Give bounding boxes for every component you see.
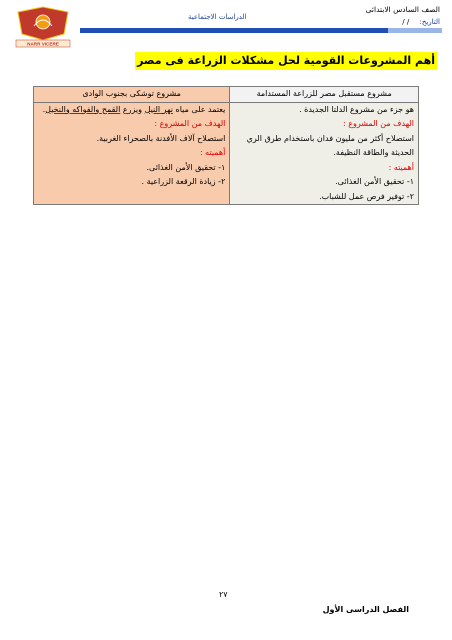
toshka-goal-label: الهدف من المشروع : — [154, 119, 226, 128]
toshka-description — [38, 103, 225, 118]
table-header-row — [34, 87, 419, 103]
future-goal-label: الهدف من المشروع : — [342, 119, 414, 128]
future-importance-item: ٢- توفير فرص عمل للشباب. — [319, 191, 414, 201]
future-description: هو جزء من مشروع الدلتا الجديدة . — [299, 104, 414, 114]
grade-label: الصف السادس الابتدائى — [365, 5, 440, 14]
term-label: الفصل الدراسى الأول — [322, 605, 409, 614]
toshka-cell — [34, 102, 230, 205]
toshka-desc-crops: القمح والفواكه والنخيل — [45, 104, 121, 114]
header-divider-bar — [80, 28, 442, 33]
toshka-desc-end: . — [42, 104, 46, 114]
toshka-desc-mid: ويزرع — [122, 104, 143, 114]
projects-table — [33, 86, 419, 205]
table-body-row — [34, 102, 419, 205]
toshka-importance-item: ٢- زيادة الرقعة الزراعية . — [141, 177, 226, 186]
page-title: أهم المشروعات القومية لحل مشكلات الزراعة فى مصر — [135, 52, 437, 70]
toshka-desc-pre: يعتمد على مياه — [175, 104, 226, 114]
header-bar-blue — [80, 28, 388, 33]
toshka-importance-item: ١- تحقيق الأمن الغذائى. — [146, 162, 226, 172]
future-of-egypt-cell — [230, 102, 419, 205]
logo-text: NARR VICERE — [27, 41, 59, 47]
page-number: ٢٧ — [219, 590, 228, 599]
subject-label: الدراسات الاجتماعية — [188, 13, 247, 21]
toshka-goal-text: استصلاح آلاف الأفدنة بالصحراء الغربية. — [96, 133, 226, 143]
header-bar-light — [388, 28, 442, 33]
date-value: / / — [402, 18, 410, 26]
future-importance-label: أهميته : — [388, 162, 414, 172]
school-crest-icon — [12, 4, 74, 48]
toshka-importance-label: أهميته : — [199, 148, 226, 157]
future-importance-item: ١- تحقيق الأمن الغذائى. — [335, 177, 414, 186]
date-label: التاريخ: — [419, 18, 440, 26]
future-goal-text: استصلاح أكثر من مليون فدان باستخدام طرق الري الحديثة والطاقة النظيفة. — [246, 133, 414, 157]
header-future-of-egypt: مشروع مستقبل مصر للزراعة المستدامة — [230, 87, 419, 103]
toshka-desc-nile: نهر النيل — [144, 104, 173, 114]
header-toshka: مشروع توشكى بجنوب الوادى — [34, 87, 230, 103]
date-field — [402, 18, 440, 26]
